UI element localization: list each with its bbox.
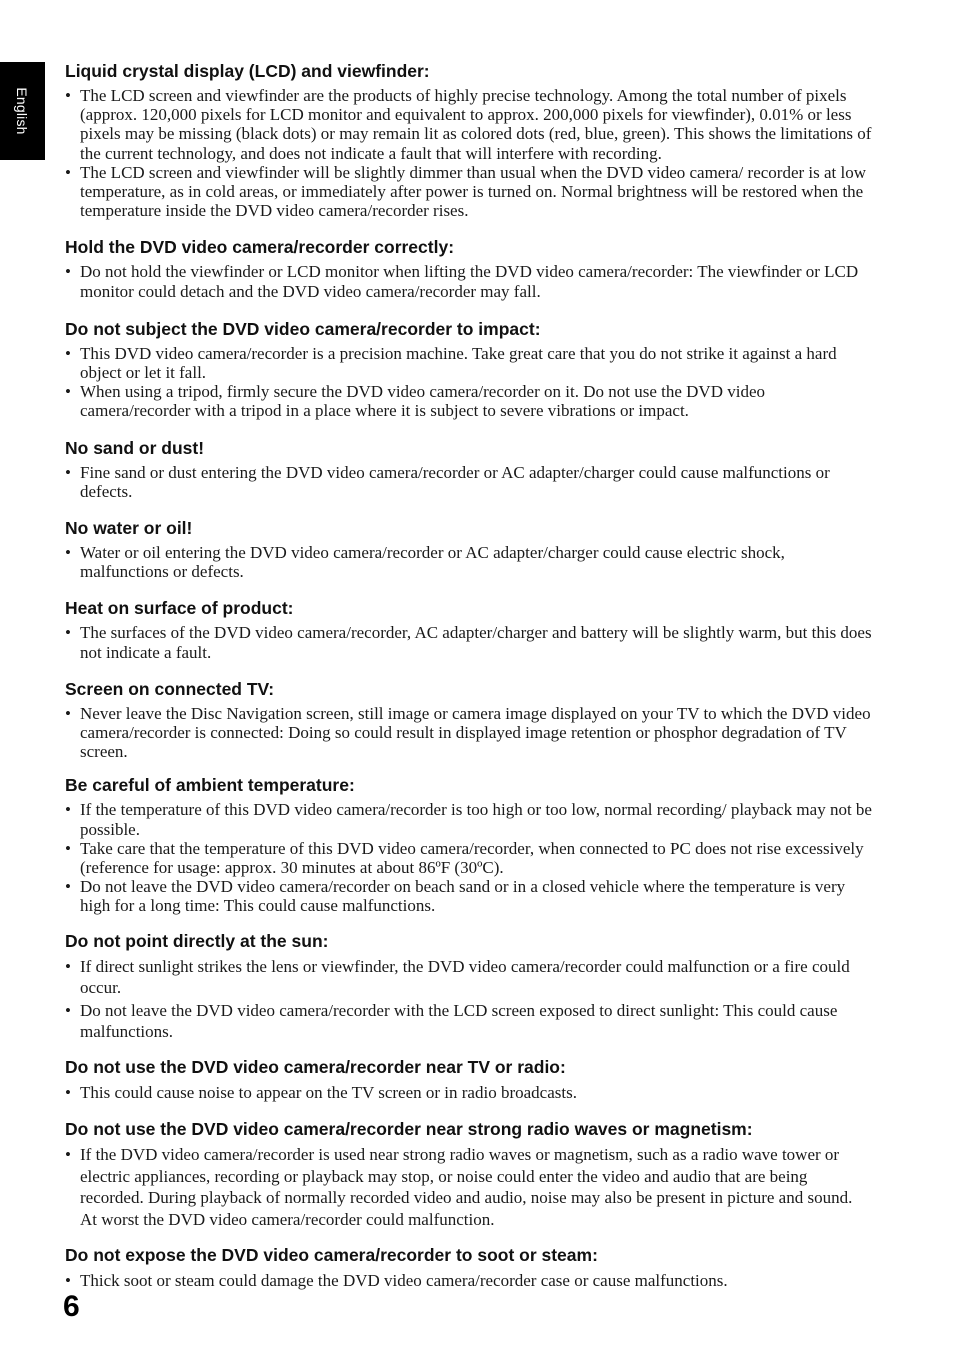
list-item: • If direct sunlight strikes the lens or viewfinder, the DVD video camera/recorder could malfunction or a fire could occur. [65,956,875,999]
list-item: • Never leave the Disc Navigation screen, still image or camera image displayed on your TV to which the DVD video camera/recorder is connected: Doing so could result in displayed image retention or phosphor degradation of TV screen. [65,704,875,762]
section-heat [65,597,875,661]
section-heading: Hold the DVD video camera/recorder correctly: [65,237,455,258]
section-heading: Do not use the DVD video camera/recorder near strong radio waves or magnetism: [65,1119,753,1140]
section-heading: Do not expose the DVD video camera/recorder to soot or steam: [65,1245,598,1266]
bullet-list [65,623,875,661]
list-item: • Take care that the temperature of this DVD video camera/recorder, when connected to PC does not rise excessively (reference for usage: approx. 30 minutes at about 86ºF (30ºC). [65,839,875,877]
list-item: • This DVD video camera/recorder is a precision machine. Take great care that you do not strike it against a hard object or let it fall. [65,344,875,382]
list-item: • When using a tripod, firmly secure the DVD video camera/recorder on it. Do not use the DVD video camera/recorder with a tripod in a place where it is subject to severe vibrations or impact. [65,382,875,420]
list-item: • Do not hold the viewfinder or LCD monitor when lifting the DVD video camera/recorder: The viewfinder or LCD monitor could detach and the DVD video camera/recorder may fall. [65,262,875,300]
section-temperature [65,774,875,915]
section-impact [65,318,875,421]
list-item-text: If the DVD video camera/recorder is used near strong radio waves or magnetism, such as a radio wave tower or electric appliances, recording or playback may stop, or noise could enter the video and audio that are being recorded. During playback of normally recorded video and audio, noise may also be present in picture and sound. [80,1145,853,1208]
section-heading: Do not use the DVD video camera/recorder near TV or radio: [65,1056,566,1077]
list-item: • The LCD screen and viewfinder will be slightly dimmer than usual when the DVD video camera/ recorder is at low temperature, as in cold areas, or immediately after power is turned on. Normal brightness will be restored when the temperature inside the DVD video camera/recorder rises. [65,163,875,221]
list-item: • Water or oil entering the DVD video camera/recorder or AC adapter/charger could cause electric shock, malfunctions or defects. [65,543,875,581]
section-heading: Be careful of ambient temperature: [65,775,355,796]
section-soot [65,1244,875,1292]
section-heading: Heat on surface of product: [65,598,294,619]
section-sand [65,437,875,501]
bullet-list [65,1082,875,1104]
list-item: • Thick soot or steam could damage the DVD video camera/recorder case or cause malfunctions. [65,1270,875,1292]
bullet-list [65,956,875,1043]
section-heading: Do not subject the DVD video camera/recorder to impact: [65,318,541,339]
section-radio-waves [65,1118,875,1230]
section-lcd [65,60,875,220]
list-item: • If the temperature of this DVD video camera/recorder is too high or too low, normal recording/ playback may not be possible. [65,800,875,838]
list-item: • Fine sand or dust entering the DVD video camera/recorder or AC adapter/charger could cause malfunctions or defects. [65,463,875,501]
section-heading: Do not point directly at the sun: [65,930,329,951]
language-tab-label: English [14,87,30,135]
bullet-list [65,704,875,762]
list-item: • The surfaces of the DVD video camera/recorder, AC adapter/charger and battery will be slightly warm, but this does not indicate a fault. [65,623,875,661]
section-sun [65,930,875,1043]
section-tv-screen [65,678,875,762]
bullet-list [65,86,875,220]
bullet-list [65,543,875,581]
section-water [65,517,875,581]
bullet-list [65,344,875,421]
bullet-list [65,463,875,501]
list-item: • This could cause noise to appear on the TV screen or in radio broadcasts. [65,1082,875,1104]
list-item: • Do not leave the DVD video camera/recorder on beach sand or in a closed vehicle where the temperature is very high for a long time: This could cause malfunctions. [65,877,875,915]
section-heading: No water or oil! [65,518,193,539]
list-item-continuation: At worst the DVD video camera/recorder could malfunction. [80,1209,495,1229]
list-item: • Do not leave the DVD video camera/recorder with the LCD screen exposed to direct sunlight: This could cause malfunctions. [65,1000,875,1043]
section-tv-radio [65,1056,875,1104]
page-number: 6 [63,1290,80,1323]
section-heading: Screen on connected TV: [65,678,275,699]
list-item: • The LCD screen and viewfinder are the products of highly precise technology. Among the total number of pixels (approx. 120,000 pixels for LCD monitor and equivalent to approx. 200,000 pixels for viewfinder), 0.01% or less pixels may be missing (black dots) or may remain lit as colored dots (red, blue, green). This shows the limitations of the current technology, and does not indicate a fault that will interfere with recording. [65,86,875,163]
bullet-list [65,262,875,300]
bullet-list [65,800,875,915]
language-tab [0,62,45,160]
list-item [65,1144,875,1230]
section-heading: Liquid crystal display (LCD) and viewfinder: [65,61,430,81]
page-content [65,60,875,1292]
section-heading: No sand or dust! [65,437,205,458]
bullet-list [65,1270,875,1292]
bullet-list [65,1144,875,1230]
section-hold [65,236,875,300]
